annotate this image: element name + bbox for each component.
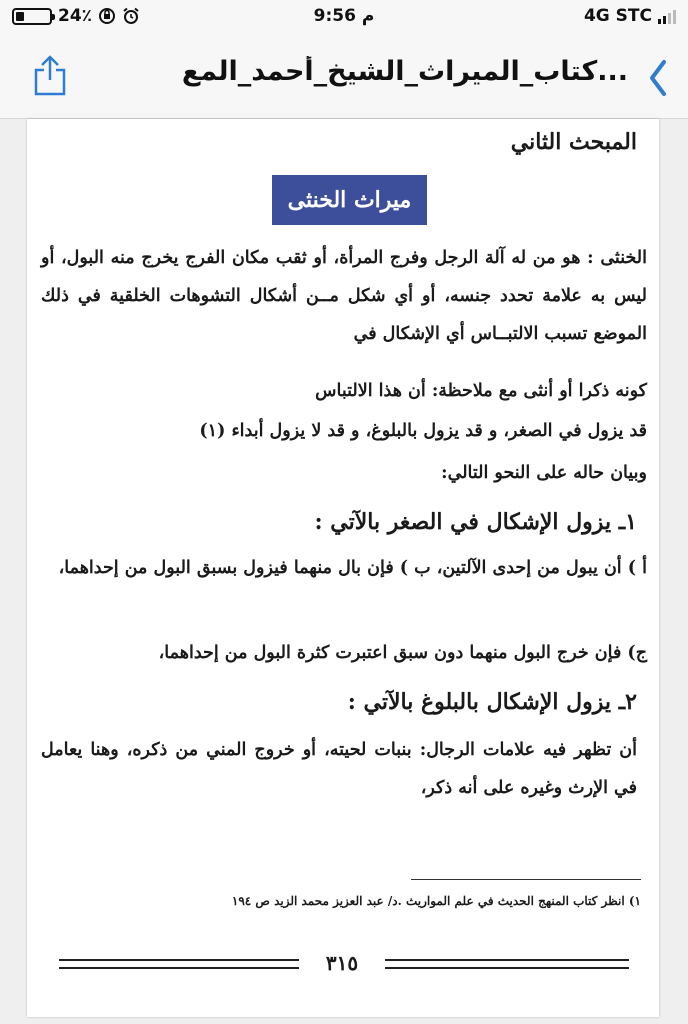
carrier-label: 4G STC [583,6,652,26]
footnote-divider [411,879,641,880]
item-c: ج) فإن خرج البول منهما دون سبق اعتبرت كثرة البول من إحداهما، [158,643,647,663]
document-toolbar [0,36,688,119]
status-time: 9:56 م [313,6,375,26]
page-number-rule-right [385,959,629,961]
heading-childhood: ١ـ يزول الإشكال في الصغر بالآتي : [314,509,637,535]
ambiguity-line: قد يزول في الصغر، و قد يزول بالبلوغ، و قد لا يزول أبداء (١) [199,421,647,441]
document-title: كتاب_الميراث_الشيخ_أحمد_المع... [181,56,628,87]
battery-percentage: 24٪ [58,6,93,26]
puberty-paragraph: أن تظهر فيه علامات الرجال: بنبات لحيته، أو خروج المني من ذكره، وهنا يعامل في الإرث وغيره على أنه ذكر، [41,740,637,798]
document-viewer[interactable] [0,119,688,1024]
topic-heading: ميراث الخنثى [272,175,427,225]
status-right [584,6,676,26]
page-number-rule-left-2 [59,967,299,969]
page-number-rule-right-2 [385,967,629,969]
item-a-b: أ ) أن يبول من إحدى الآلتين، ب ) فإن بال منهما فيزول بسبق البول من إحداهما، [58,558,647,578]
page-number: ٣١٥ [325,951,359,975]
signal-strength-icon [658,8,676,24]
note-line: كونه ذكرا أو أنثى مع ملاحظة: أن هذا الالتباس [315,381,647,401]
document-page [27,119,659,1017]
explanation-intro: وبيان حاله على النحو التالي: [441,463,647,483]
page-number-rule-left [59,959,299,961]
share-icon[interactable] [30,54,70,98]
footnote: ١) انظر كتاب المنهج الحديث في علم المواريث .د/ عبد العزيز محمد الزيد ص ١٩٤ [231,894,641,908]
status-bar [0,0,688,36]
section-title: المبحث الثاني [510,129,637,155]
heading-puberty: ٢ـ يزول الإشكال بالبلوغ بالآتي : [347,689,637,715]
definition-paragraph: الخنثى : هو من له آلة الرجل وفرج المرأة، أو ثقب مكان الفرج يخرج منه البول، أو ليس به علامة تحدد جنسه، أو أي شكل مــن أشكال التشوهات الخلقية في ذلك الموضع تسبب الالتبــاس أي الإشكال في [41,248,647,344]
back-chevron-icon[interactable] [644,56,674,100]
